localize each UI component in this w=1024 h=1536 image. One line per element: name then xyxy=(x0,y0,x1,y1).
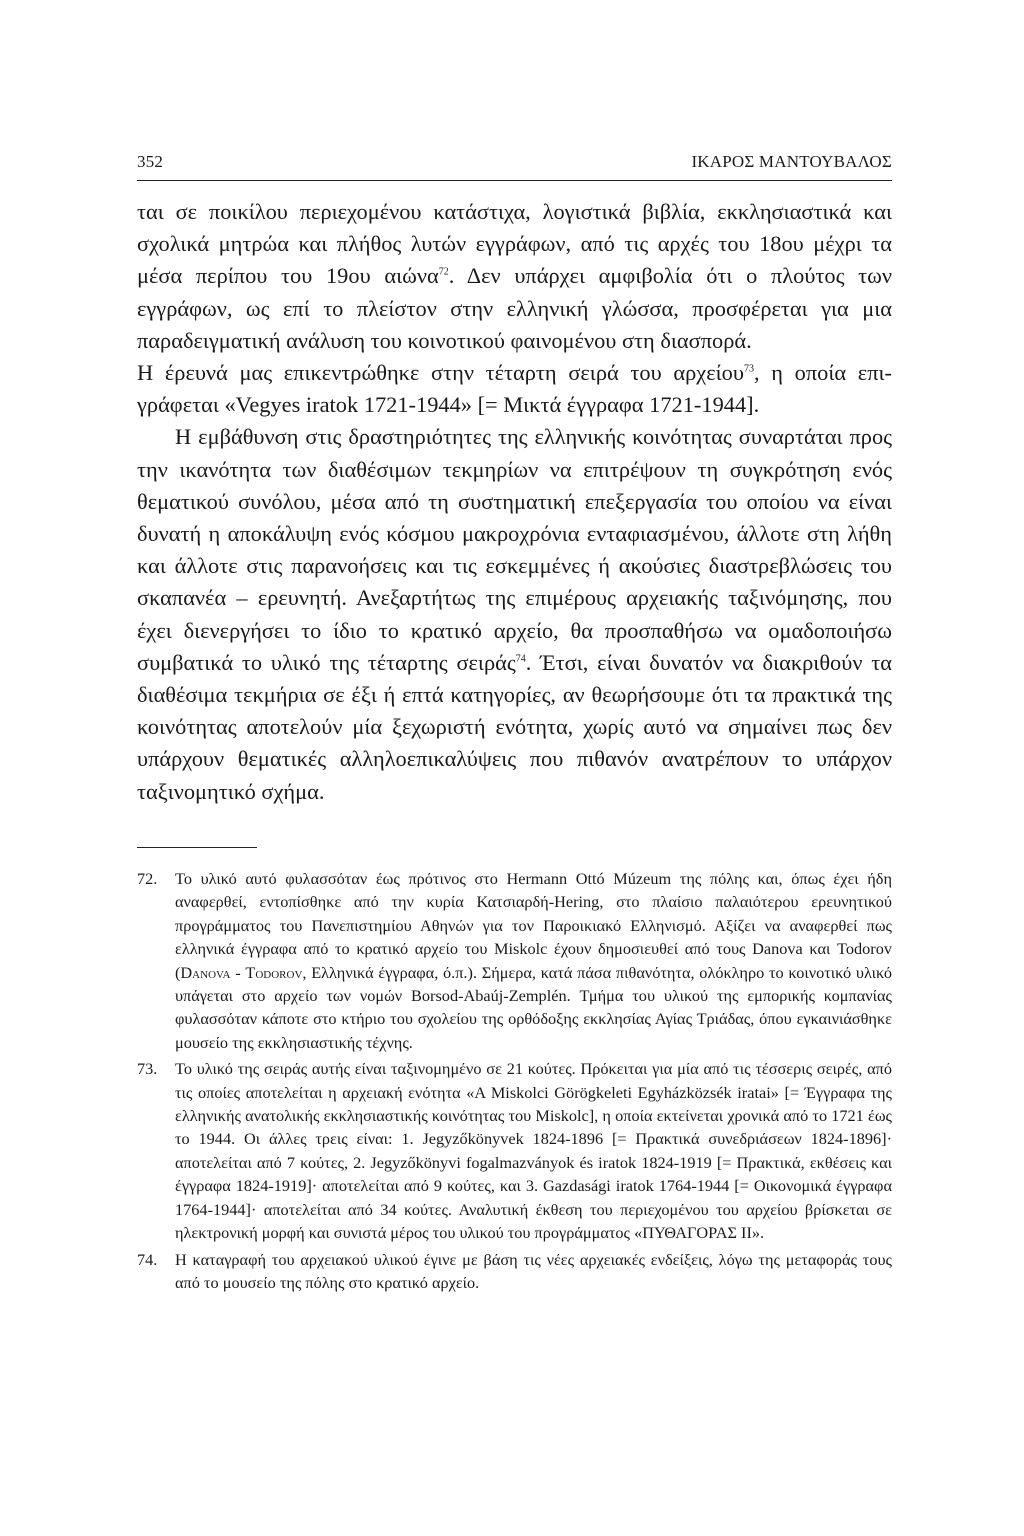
footnote-72 xyxy=(137,867,892,1054)
running-head xyxy=(137,152,892,172)
footnote-text: Η καταγραφή του αρχειακού υλικού έγινε με βάση τις νέες αρχειακές ενδείξεις, λόγω της μεταφοράς τους από το μουσείο της πόλης στο κρατικό αρχείο. xyxy=(175,1249,892,1292)
footnote-rule xyxy=(137,847,257,848)
footnote-73 xyxy=(137,1057,892,1244)
footnote-ref-73[interactable]: 73 xyxy=(743,363,754,375)
footnote-ref-72[interactable]: 72 xyxy=(438,266,449,278)
page-number: 352 xyxy=(137,152,164,171)
footnote-74 xyxy=(137,1248,892,1295)
paragraph-3: Η εμβάθυνση στις δραστηριότητες της ελληνικής κοινότητας συναρτάται προς την ικανότητα των διαθέσιμων τεκμηρίων να επιτρέψουν τη συγκρότηση ενός θεματικού συνόλου, μέσα από τη συστηματική επεξεργασία του οποίου να είναι δυνατή η αποκάλυψη ενός κόσμου μακροχρόνια ενταφιασμένου, άλλοτε στη λήθη και άλλοτε στις παρανοήσεις και τις εσκεμμένες ή ακούσιες διαστρεβλώσεις του σκαπανέα – ερευνητή. Ανεξαρτήτως της επιμέρους αρχειακής ταξινόμησης, που έχει διενεργήσει το ίδιο το κρατικό αρχείο, θα προσπαθήσω να ομαδοποιήσω συμβατικά το υλικό της τέταρτης σειράς$^{74}$. Έτσι, είναι δυνατόν να διακριθούν τα διαθέσιμα τεκμήρια σε έξι ή επτά κατηγορίες, αν θεωρήσουμε ότι τα πρακτικά της κοινότητας αποτελούν μία ξεχωριστή ενότητα, χωρίς αυτό να σημαίνει πως δεν υπάρχουν θεματικές αλληλοεπικαλύψεις που πιθανόν ανατρέπουν το υπάρχον ταξινομητικό σχήμα. xyxy=(137,424,892,804)
paragraph-2: Η έρευνά μας επικεντρώθηκε στην τέταρτη σειρά του αρχείου$^{73}$, η οποία επιγράφεται «Vegyes iratok 1721-1944» [= Μικτά έγγραφα 1721-1944]. xyxy=(137,360,893,418)
body-text xyxy=(137,196,892,808)
header-rule xyxy=(137,180,892,181)
footnote-text: Το υλικό της σειράς αυτής είναι ταξινομημένο σε 21 κούτες. Πρόκειται για μία από τις τέσσερις σειρές, από τις οποίες αποτελείται η αρχειακή ενότητα «A Miskolci Görögkeleti Egyházközsék iratai» [= Έγγραφα της ελληνικής ανατολικής εκκλησιαστικής κοινότητας του Miskolc], η οποία εκτείνεται χρονικά από το 1721 έως το 1944. Οι άλλες τρεις είναι: 1. Jegyzőkönyvek 1824-1896 [= Πρακτικά συνεδριάσεων 1824-1896]· αποτελείται από 7 κούτες, 2. Jegyzőkönyvi fogalmazványok és iratok 1824-1919 [= Πρακτικά, εκθέσεις και έγγραφα 1824-1919]· αποτελείται από 9 κούτες, και 3. Gazdasági iratok 1764-1944 [= Οικονομικά έγγραφα 1764-1944]· αποτελείται από 34 κούτες. Αναλυτική έκθεση του περιεχομένου του αρχείου βρίσκεται σε ηλεκτρονική μορφή και συνιστά μέρος του υλικού του προγράμματος «ΠΥΘΑΓΟΡΑΣ ΙΙ». xyxy=(175,1059,892,1243)
footnote-number: 72. xyxy=(137,869,158,888)
footnotes xyxy=(137,867,892,1297)
footnote-ref-74[interactable]: 74 xyxy=(515,653,526,665)
footnote-text: Το υλικό αυτό φυλασσόταν έως πρότινος στο Hermann Ottó Múzeum της πόλης και, όπως έχει ήδη αναφερθεί, εντοπίσθηκε από την κυρία Κατσιαρδή-Hering, στο πλαίσιο παλαιότερου ερευνητικού προγράμματος του Πανεπιστημίου Αθηνών για τον Παροικιακό Ελληνισμό. Αξίζει να αναφερθεί πως ελληνικά έγγραφα από το κρατικό αρχείο του Miskolc έχουν δημοσιευθεί από τους Danova και Todorov (Danova - Todorov, Ελληνικά έγγραφα, ό.π.). Σήμερα, κατά πάσα πιθανότητα, ολόκληρο το κοινοτικό υλικό υπάγεται στο αρχείο των νομών Borsod-Abaúj-Zemplén. Τμήμα του υλικού της εμπορικής κομπανίας φυλασσόταν κάποτε στο κτήριο του σχολείου της ορθόδοξης εκκλησίας Αγίας Τριάδας, όπου εγκαινιάσθηκε μουσείο της εκκλησιαστικής τέχνης. xyxy=(175,869,893,1052)
paragraph-1: ται σε ποικίλου περιεχομένου κατάστιχα, λογιστικά βιβλία, εκκλησιαστικά και σχολικά μητρώα και πλήθος λυτών εγγράφων, από τις αρχές του 18ου μέχρι τα μέσα περίπου του 19ου αιώνα$^{72}$. Δεν υπάρχει αμφιβολία ότι ο πλούτος των εγγράφων, ως επί το πλείστον στην ελληνική γλώσσα, προσφέρεται για μια παραδειγματική ανάλυση του κοινοτικού φαινομένου στη διασπορά. xyxy=(137,199,892,353)
footnote-number: 74. xyxy=(137,1249,158,1269)
running-title: ΙΚΑΡΟΣ ΜΑΝΤΟΥΒΑΛΟΣ xyxy=(691,152,892,171)
footnote-number: 73. xyxy=(137,1059,158,1079)
